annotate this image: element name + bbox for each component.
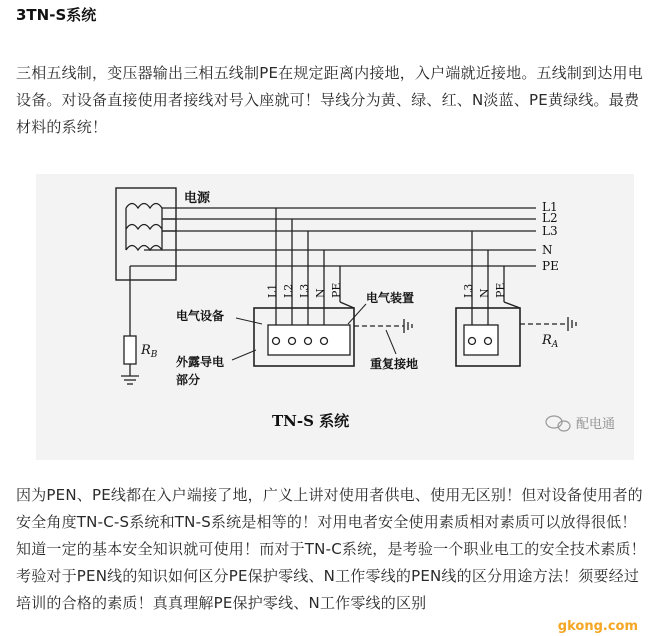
intro-paragraph: 三相五线制，变压器输出三相五线制PE在规定距离内接地，入户端就近接地。五线制到达用电设备。对设备直接使用者接线对号入座就可！导线分为黄、绿、红、N淡蓝、PE黄绿线。最费材料的系统！	[16, 64, 643, 136]
drop-labels-1	[266, 283, 343, 298]
svg-text:RB	[140, 343, 158, 360]
bus-label-group	[542, 200, 559, 273]
exposed-part-label-2: 部分	[176, 373, 201, 387]
bus-label-n: N	[542, 243, 553, 257]
figure-watermark: 配电通	[576, 417, 616, 432]
body-paragraph: 因为PEN、PE线都在入户端接了地，广义上讲对使用者供电、使用无区别！但对设备使用者的安全角度TN-C-S系统和TN-S系统是相等的！对用电者安全使用素质相对素质可以放得很低！知道一定的基本安全知识就可使用！而对于TN-C系统，是考验一个职业电工的安全技术素质！考验对于PEN线的知识如何区分PE保护零线、N工作零线的PEN线的区分用途方法！须要经过培训的合格的素质！真真理解PE保护零线、N工作零线的区别	[16, 486, 646, 612]
bus-label-l1: L1	[542, 200, 558, 214]
bus-label-l3: L3	[542, 224, 558, 238]
drop1-label-n: N	[314, 288, 327, 298]
drop1-label-l1: L1	[266, 283, 279, 298]
wechat-logo-icon	[546, 416, 570, 431]
drop-wires-1	[276, 208, 340, 339]
ground-symbol-repeat-2	[568, 317, 576, 331]
tn-s-diagram	[36, 174, 634, 460]
drop2-label-pe: PE	[494, 282, 507, 298]
bus-lines	[130, 208, 536, 266]
resistor-rb	[124, 336, 136, 364]
exposed-part-label-1: 外露导电	[176, 355, 225, 369]
resistor-ra-label: R	[542, 333, 552, 348]
svg-text:RA	[541, 333, 559, 350]
drop1-label-l2: L2	[282, 283, 295, 298]
repeat-ground-label: 重复接地	[370, 357, 419, 371]
ground-symbol-source	[121, 376, 139, 384]
drop-labels-2	[462, 283, 507, 298]
source-label: 电源	[184, 191, 211, 206]
resistor-ra-sub: A	[551, 340, 559, 350]
bus-label-l2: L2	[542, 211, 558, 225]
site-watermark: gkong.com	[557, 619, 638, 634]
ground-symbol-repeat-1	[404, 319, 412, 333]
figure-caption: TN-S 系统	[272, 412, 350, 430]
device-label: 电气装置	[366, 291, 415, 305]
bus-label-pe: PE	[542, 259, 559, 273]
equipment-label: 电气设备	[176, 309, 225, 323]
section-heading: 3TN-S系统	[16, 6, 97, 24]
drop1-label-pe: PE	[330, 282, 343, 298]
drop2-label-n: N	[478, 288, 491, 298]
transformer-coils	[126, 204, 162, 251]
drop2-label-l3: L3	[462, 283, 475, 298]
drop1-label-l3: L3	[298, 283, 311, 298]
resistor-rb-label: R	[141, 343, 151, 358]
resistor-rb-sub: B	[150, 350, 158, 360]
